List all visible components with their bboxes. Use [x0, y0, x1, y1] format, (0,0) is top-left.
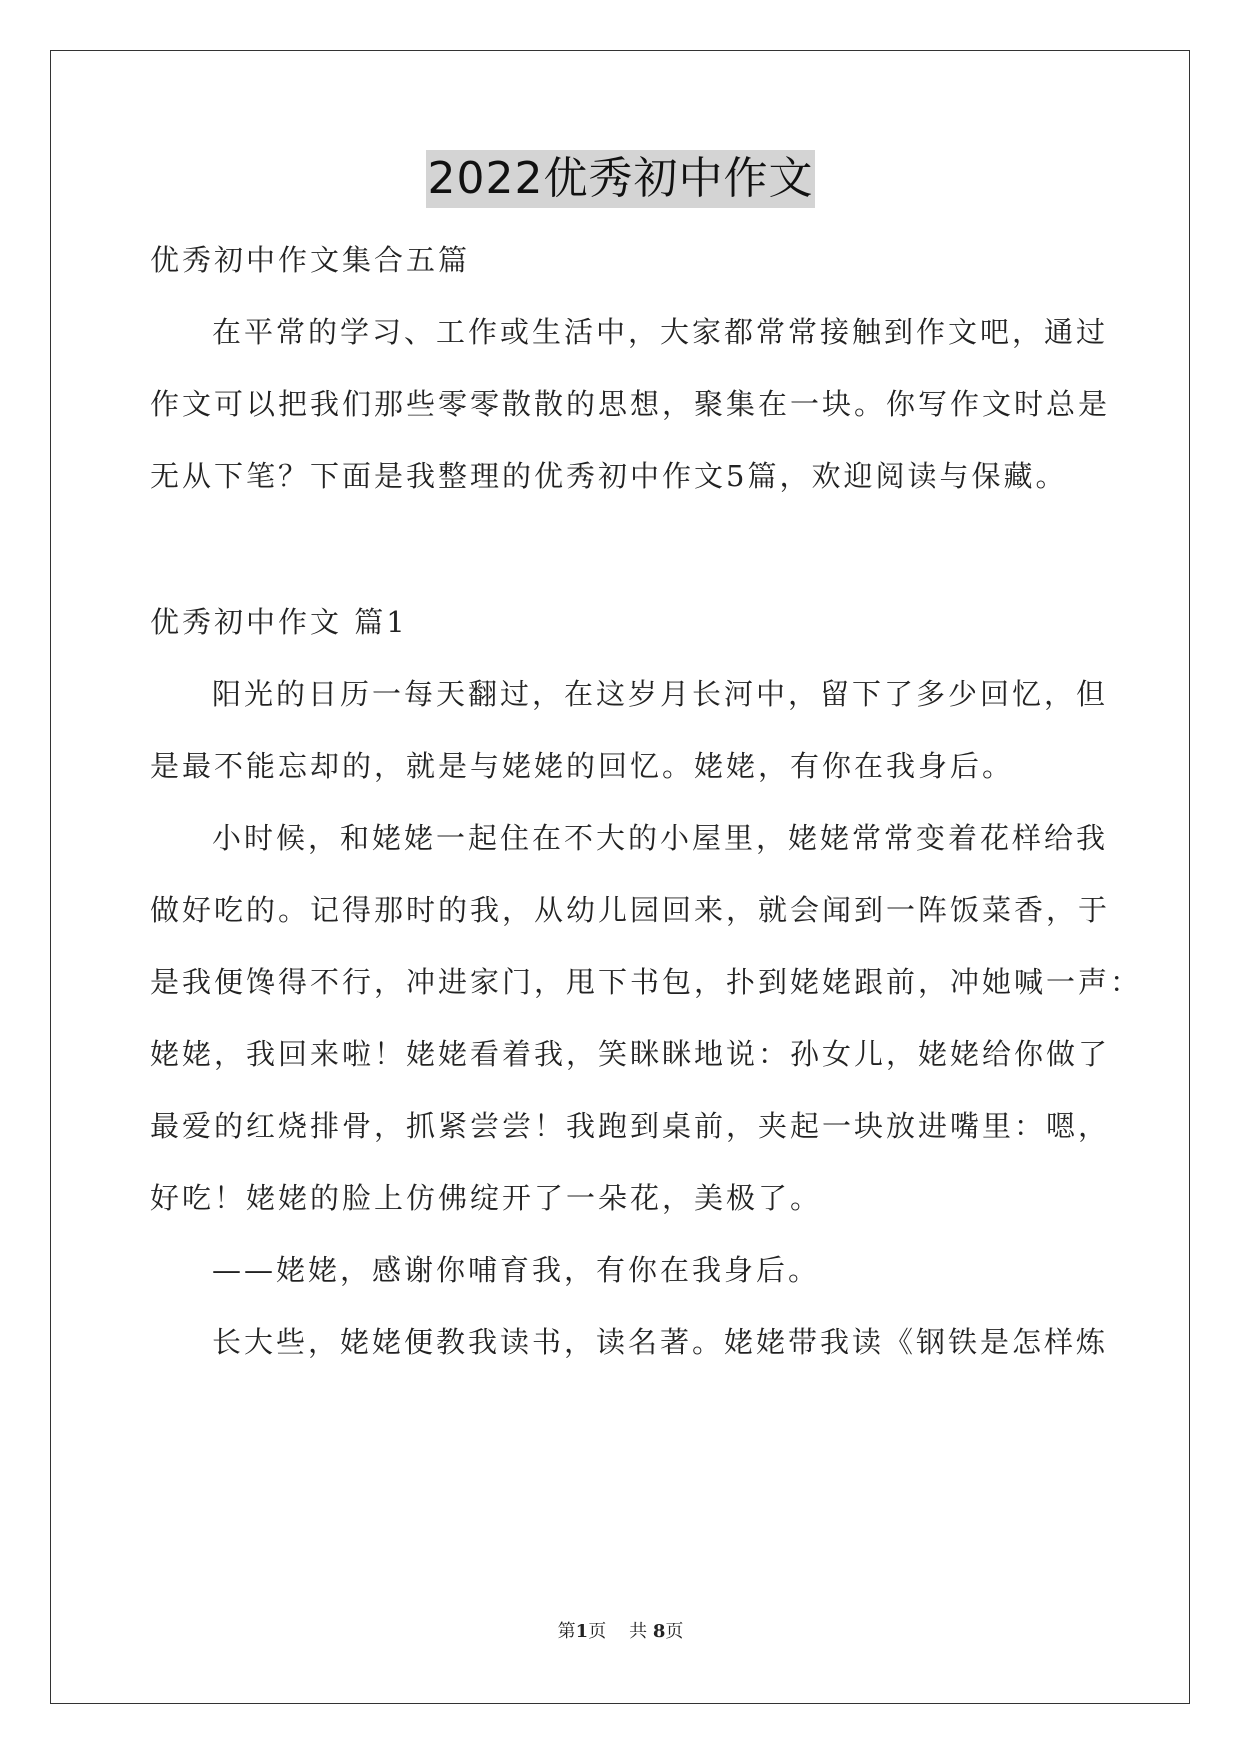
- footer-current-page: 1: [575, 1621, 589, 1642]
- document-title: 2022优秀初中作文: [426, 150, 816, 208]
- footer-total-suffix: 页: [665, 1621, 684, 1642]
- paragraph-1-line-1: 阳光的日历一每天翻过，在这岁月长河中，留下了多少回忆，但: [212, 677, 1109, 711]
- page-frame: [50, 50, 1190, 1704]
- paragraph-2-line-2: 做好吃的。记得那时的我，从幼儿园回来，就会闻到一阵饭菜香，于: [150, 893, 1111, 927]
- paragraph-2-line-6: 好吃！姥姥的脸上仿佛绽开了一朵花，美极了。: [150, 1181, 823, 1215]
- section-heading: 优秀初中作文 篇1: [150, 605, 408, 639]
- intro-line-1: 在平常的学习、工作或生活中，大家都常常接触到作文吧，通过: [212, 315, 1109, 349]
- footer-total-prefix: 共: [629, 1621, 648, 1642]
- paragraph-3: ——姥姥，感谢你哺育我，有你在我身后。: [212, 1253, 821, 1287]
- page-footer: [0, 1620, 1241, 1644]
- paragraph-2-line-5: 最爱的红烧排骨，抓紧尝尝！我跑到桌前，夹起一块放进嘴里：嗯，: [150, 1109, 1111, 1143]
- intro-line-3: 无从下笔？下面是我整理的优秀初中作文5篇，欢迎阅读与保藏。: [150, 459, 1068, 493]
- paragraph-2-line-4: 姥姥，我回来啦！姥姥看着我，笑眯眯地说：孙女儿，姥姥给你做了: [150, 1037, 1111, 1071]
- footer-page-word: 页: [588, 1621, 607, 1642]
- footer-prefix: 第: [557, 1621, 576, 1642]
- paragraph-4-line-1: 长大些，姥姥便教我读书，读名著。姥姥带我读《钢铁是怎样炼: [212, 1325, 1109, 1359]
- intro-line-2: 作文可以把我们那些零零散散的思想，聚集在一块。你写作文时总是: [150, 387, 1111, 421]
- subtitle: 优秀初中作文集合五篇: [150, 243, 471, 277]
- paragraph-1-line-2: 是最不能忘却的，就是与姥姥的回忆。姥姥，有你在我身后。: [150, 749, 1015, 783]
- footer-total-pages: 8: [652, 1621, 666, 1642]
- paragraph-2-line-1: 小时候，和姥姥一起住在不大的小屋里，姥姥常常变着花样给我: [212, 821, 1109, 855]
- paragraph-2-line-3: 是我便馋得不行，冲进家门，甩下书包，扑到姥姥跟前，冲她喊一声：: [150, 965, 1143, 999]
- title-area: [0, 150, 1241, 208]
